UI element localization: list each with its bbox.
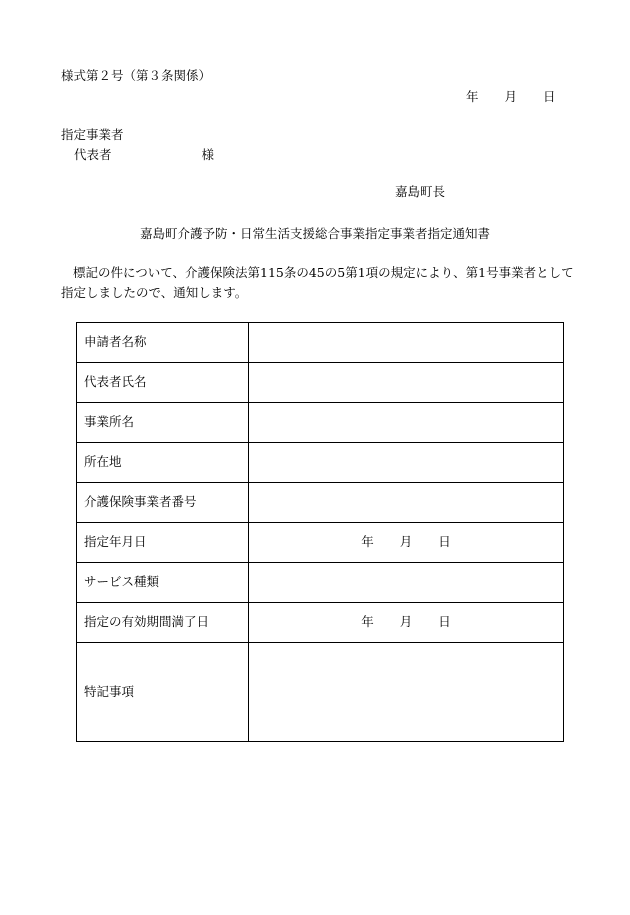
issue-date bbox=[466, 91, 556, 104]
table-row bbox=[77, 363, 564, 403]
row-label-address: 所在地 bbox=[77, 443, 249, 483]
row-label-provider-number: 介護保険事業者番号 bbox=[77, 483, 249, 523]
expiry-month-label: 月 bbox=[399, 614, 413, 630]
document-title: 嘉島町介護予防・日常生活支援総合事業指定事業者指定通知書 bbox=[139, 226, 490, 241]
row-label-designation-date: 指定年月日 bbox=[77, 523, 249, 563]
table-row bbox=[77, 443, 564, 483]
row-value-representative-name bbox=[249, 363, 564, 403]
expiry-year-label: 年 bbox=[361, 614, 374, 630]
representative-label: 代表者 bbox=[74, 147, 112, 162]
table-row bbox=[77, 483, 564, 523]
designation-month-label: 月 bbox=[399, 534, 413, 550]
table-row bbox=[77, 323, 564, 363]
body-text: 標記の件について、介護保険法第115条の45の5第1項の規定により、第1号事業者として指定しましたので、通知します。 bbox=[61, 265, 574, 300]
row-value-special-notes bbox=[249, 643, 564, 742]
designation-info-table bbox=[76, 322, 564, 742]
recipient-organization: 指定事業者 bbox=[61, 127, 124, 142]
table-row bbox=[77, 403, 564, 443]
designation-day-label: 日 bbox=[438, 534, 451, 550]
table-row bbox=[77, 603, 564, 643]
row-value-address bbox=[249, 443, 564, 483]
row-value-expiry-date bbox=[249, 603, 564, 643]
date-month-label: 月 bbox=[504, 89, 518, 104]
designation-year-label: 年 bbox=[361, 534, 374, 550]
table-row bbox=[77, 563, 564, 603]
row-value-designation-date bbox=[249, 523, 564, 563]
sender-name: 嘉島町長 bbox=[395, 184, 446, 199]
row-value-applicant-name bbox=[249, 323, 564, 363]
row-label-applicant-name: 申請者名称 bbox=[77, 323, 249, 363]
row-label-special-notes: 特記事項 bbox=[77, 643, 249, 742]
recipient-representative bbox=[74, 149, 214, 162]
table-row bbox=[77, 643, 564, 742]
row-value-provider-number bbox=[249, 483, 564, 523]
date-year-label: 年 bbox=[466, 89, 479, 104]
table-row bbox=[77, 523, 564, 563]
row-label-expiry-date: 指定の有効期間満了日 bbox=[77, 603, 249, 643]
form-number: 様式第２号（第３条関係） bbox=[61, 68, 212, 83]
honorific: 様 bbox=[201, 147, 215, 162]
row-value-office-name bbox=[249, 403, 564, 443]
expiry-day-label: 日 bbox=[438, 614, 451, 630]
row-label-representative-name: 代表者氏名 bbox=[77, 363, 249, 403]
row-value-service-type bbox=[249, 563, 564, 603]
row-label-service-type: サービス種類 bbox=[77, 563, 249, 603]
row-label-office-name: 事業所名 bbox=[77, 403, 249, 443]
date-day-label: 日 bbox=[543, 89, 556, 104]
